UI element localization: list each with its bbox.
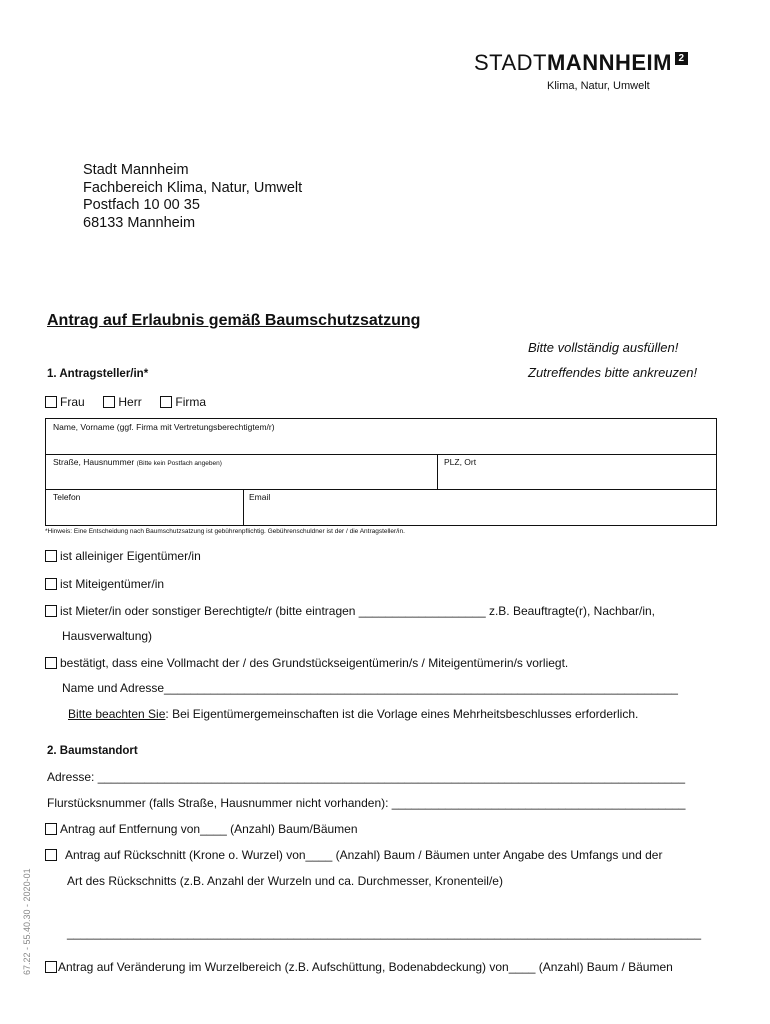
fee-hint: *Hinweis: Eine Entscheidung nach Baumschutzsatzung ist gebührenpflichtig. Gebührenschuldner ist der / die Antragsteller/in. bbox=[45, 528, 405, 535]
option-tenant bbox=[45, 604, 655, 618]
section2-heading: 2. Baumstandort bbox=[47, 745, 138, 757]
field-email-label: Email bbox=[249, 492, 271, 502]
checkbox-proxy[interactable] bbox=[45, 657, 57, 669]
label-frau: Frau bbox=[60, 395, 85, 409]
checkbox-tenant[interactable] bbox=[45, 605, 57, 617]
address-line-1: Stadt Mannheim bbox=[83, 162, 189, 178]
option-tenant-continued: Hausverwaltung) bbox=[62, 629, 153, 643]
checkbox-root-area[interactable] bbox=[45, 961, 57, 973]
notice-label: Bitte beachten Sie bbox=[68, 707, 166, 721]
option-root-area bbox=[45, 960, 673, 974]
field-phone-input[interactable] bbox=[46, 503, 242, 525]
section1-heading: 1. Antragsteller/in* bbox=[47, 368, 149, 380]
option-removal-label: Antrag auf Entfernung von____ (Anzahl) Baum/Bäumen bbox=[60, 822, 358, 836]
checkbox-removal[interactable] bbox=[45, 823, 57, 835]
address-line-3: Postfach 10 00 35 bbox=[83, 197, 200, 213]
name-address-line[interactable]: Name und Adresse_____________________________________________________________________________ bbox=[62, 681, 678, 695]
field-name-input[interactable] bbox=[46, 434, 716, 453]
logo-subtitle: Klima, Natur, Umwelt bbox=[547, 80, 650, 92]
field-phone-label: Telefon bbox=[53, 492, 81, 502]
form-title: Antrag auf Erlaubnis gemäß Baumschutzsatzung bbox=[47, 312, 421, 329]
option-coowner bbox=[45, 577, 164, 591]
field-email-input[interactable] bbox=[244, 503, 716, 525]
option-coowner-label: ist Miteigentümer/in bbox=[60, 577, 165, 591]
field-name-label: Name, Vorname (ggf. Firma mit Vertretungsberechtigtem/r) bbox=[53, 422, 275, 432]
option-tenant-label: ist Mieter/in oder sonstiger Berechtigte/r (bitte eintragen ___________________ z.B. Beauftragte(r), Nachbar/in, bbox=[60, 604, 656, 618]
field-plz-input[interactable] bbox=[438, 468, 716, 488]
field-street-label-text: Straße, Hausnummer bbox=[53, 457, 135, 467]
logo-stadt: STADT bbox=[474, 50, 547, 75]
checkbox-firma[interactable] bbox=[160, 396, 172, 408]
note-tick: Zutreffendes bitte ankreuzen! bbox=[528, 365, 698, 380]
label-firma: Firma bbox=[175, 395, 207, 409]
label-herr: Herr bbox=[118, 395, 142, 409]
option-proxy bbox=[45, 656, 568, 670]
city-logo bbox=[474, 50, 688, 76]
option-pruning-continued: Art des Rückschnitts (z.B. Anzahl der Wurzeln und ca. Durchmesser, Kronenteil/e) bbox=[67, 874, 503, 888]
table-divider bbox=[45, 454, 717, 455]
notice-text: : Bei Eigentümergemeinschaften ist die Vorlage eines Mehrheitsbeschlusses erforderlich. bbox=[165, 707, 639, 721]
salutation-row bbox=[45, 395, 206, 409]
note-fill-all: Bitte vollständig ausfüllen! bbox=[528, 340, 679, 355]
address-line-4: 68133 Mannheim bbox=[83, 214, 196, 231]
option-removal bbox=[45, 822, 358, 836]
parcel-number-line[interactable]: Flurstücksnummer (falls Straße, Hausnummer nicht vorhanden): ____________________________________________ bbox=[47, 796, 686, 810]
pruning-details-line[interactable]: _______________________________________________________________________________________________ bbox=[67, 926, 702, 940]
option-owner-label: ist alleiniger Eigentümer/in bbox=[60, 549, 201, 563]
field-street-label bbox=[53, 457, 222, 467]
option-proxy-label: bestätigt, dass eine Vollmacht der / des Grundstückseigentümerin/s / Miteigentümerin/s vorliegt. bbox=[60, 656, 569, 670]
tree-address-line[interactable]: Adresse: ________________________________________________________________________________________ bbox=[47, 770, 685, 784]
checkbox-pruning[interactable] bbox=[45, 849, 57, 861]
field-street-input[interactable] bbox=[46, 468, 436, 488]
ownership-notice bbox=[68, 707, 638, 721]
recipient-address bbox=[83, 162, 302, 232]
checkbox-owner[interactable] bbox=[45, 550, 57, 562]
table-divider bbox=[45, 489, 717, 490]
option-pruning bbox=[45, 848, 662, 862]
checkbox-herr[interactable] bbox=[103, 396, 115, 408]
address-line-2: Fachbereich Klima, Natur, Umwelt bbox=[83, 179, 303, 196]
option-root-area-label: Antrag auf Veränderung im Wurzelbereich (z.B. Aufschüttung, Bodenabdeckung) von____ (Anzahl) Baum / Bäumen bbox=[58, 960, 673, 974]
checkbox-coowner[interactable] bbox=[45, 578, 57, 590]
logo-mannheim: MANNHEIM bbox=[546, 50, 672, 75]
checkbox-frau[interactable] bbox=[45, 396, 57, 408]
field-street-hint: (Bitte kein Postfach angeben) bbox=[136, 460, 222, 467]
field-plz-label: PLZ, Ort bbox=[444, 457, 477, 467]
option-owner bbox=[45, 549, 201, 563]
logo-square-mark: 2 bbox=[675, 52, 688, 65]
option-pruning-label: Antrag auf Rückschnitt (Krone o. Wurzel) von____ (Anzahl) Baum / Bäumen unter Angabe des Umfangs und der bbox=[65, 848, 663, 862]
form-code: 67.22 - 55.40.30 - 2020-01 bbox=[22, 868, 32, 975]
